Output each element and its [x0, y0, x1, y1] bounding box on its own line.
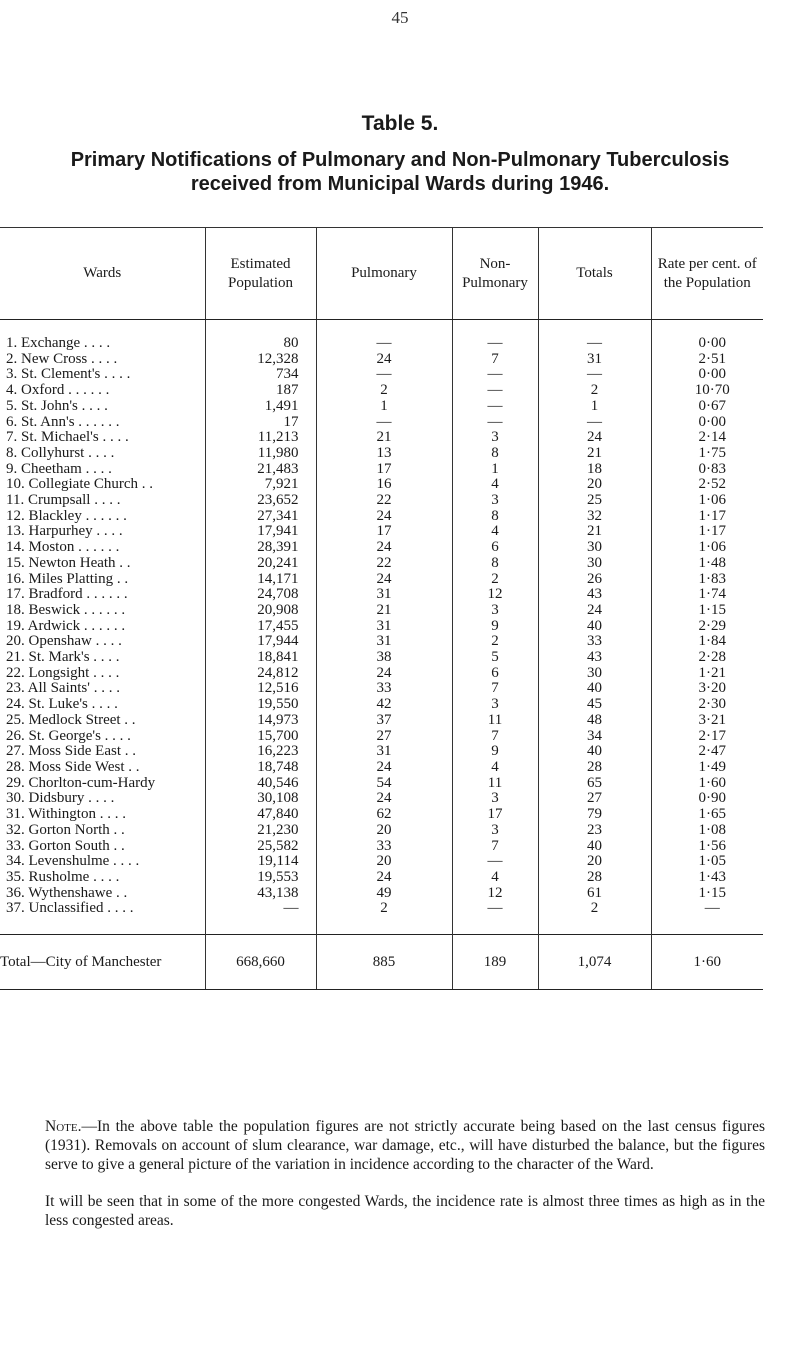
totals-cell: —: [538, 367, 651, 383]
totals-cell: 45: [538, 697, 651, 713]
totals-cell: 30: [538, 540, 651, 556]
col-header-pulmonary: Pulmonary: [316, 228, 452, 320]
tuberculosis-ward-table: [0, 227, 763, 990]
population-cell: 17,455: [205, 619, 316, 635]
table-row: [0, 430, 763, 446]
population-cell: 23,652: [205, 493, 316, 509]
ward-name: 19. Ardwick . . . . . .: [6, 618, 126, 634]
ward-name: 13. Harpurhey . . . .: [6, 524, 123, 540]
rate-cell: 0·67: [651, 399, 763, 415]
non-pulmonary-cell: 3: [452, 430, 538, 446]
col-header-non-pulmonary: Non-Pulmonary: [452, 228, 538, 320]
totals-cell: —: [538, 320, 651, 352]
population-cell: 17,941: [205, 524, 316, 540]
heading-line-1: Primary Notifications of Pulmonary and Non-Pulmonary Tuberculosis: [70, 149, 730, 171]
table-row: [0, 477, 763, 493]
ward-name: 2. New Cross . . . .: [6, 351, 118, 367]
rate-cell: 1·21: [651, 666, 763, 682]
table-row: [0, 744, 763, 760]
population-cell: 27,341: [205, 509, 316, 525]
non-pulmonary-cell: 3: [452, 493, 538, 509]
rate-cell: 1·43: [651, 870, 763, 886]
rate-cell: 2·30: [651, 697, 763, 713]
totals-cell: 30: [538, 666, 651, 682]
rate-cell: 2·47: [651, 744, 763, 760]
table-row: [0, 886, 763, 902]
pulmonary-cell: 20: [316, 854, 452, 870]
rate-cell: 1·15: [651, 886, 763, 902]
ward-name: 10. Collegiate Church . .: [6, 477, 154, 493]
heading-line-2: received from Municipal Wards during 1946.: [190, 173, 610, 195]
rate-cell: 2·52: [651, 477, 763, 493]
table-row: [0, 901, 763, 934]
non-pulmonary-cell: 7: [452, 839, 538, 855]
total-rate: 1·60: [651, 935, 763, 990]
table-row: [0, 839, 763, 855]
pulmonary-cell: 24: [316, 352, 452, 368]
non-pulmonary-cell: 6: [452, 666, 538, 682]
totals-cell: 27: [538, 791, 651, 807]
pulmonary-cell: —: [316, 415, 452, 431]
totals-cell: 26: [538, 572, 651, 588]
population-cell: 28,391: [205, 540, 316, 556]
pulmonary-cell: 27: [316, 729, 452, 745]
totals-cell: 79: [538, 807, 651, 823]
non-pulmonary-cell: 2: [452, 634, 538, 650]
table-row: [0, 681, 763, 697]
table-row: [0, 352, 763, 368]
rate-cell: 2·14: [651, 430, 763, 446]
total-population: 668,660: [205, 935, 316, 990]
population-cell: 12,516: [205, 681, 316, 697]
pulmonary-cell: 22: [316, 556, 452, 572]
ward-name: 30. Didsbury . . . .: [6, 791, 115, 807]
totals-cell: 24: [538, 603, 651, 619]
ward-name: 26. St. George's . . . .: [6, 728, 131, 744]
rate-cell: 1·06: [651, 540, 763, 556]
ward-name: 33. Gorton South . .: [6, 838, 125, 854]
population-cell: 7,921: [205, 477, 316, 493]
col-header-totals: Totals: [538, 228, 651, 320]
table-row: [0, 729, 763, 745]
population-cell: 16,223: [205, 744, 316, 760]
table-row: [0, 399, 763, 415]
rate-cell: 3·20: [651, 681, 763, 697]
pulmonary-cell: —: [316, 367, 452, 383]
table-row: [0, 587, 763, 603]
totals-cell: 28: [538, 760, 651, 776]
non-pulmonary-cell: 3: [452, 791, 538, 807]
totals-cell: 40: [538, 839, 651, 855]
pulmonary-cell: —: [316, 320, 452, 352]
rate-cell: 1·83: [651, 572, 763, 588]
note-label: Note.: [45, 1118, 82, 1135]
table-row: [0, 760, 763, 776]
pulmonary-cell: 33: [316, 681, 452, 697]
totals-cell: 28: [538, 870, 651, 886]
population-cell: 17: [205, 415, 316, 431]
totals-cell: 30: [538, 556, 651, 572]
ward-name: 20. Openshaw . . . .: [6, 634, 122, 650]
note-paragraph: [45, 1117, 765, 1174]
table-row: [0, 603, 763, 619]
rate-cell: 2·51: [651, 352, 763, 368]
totals-cell: 40: [538, 681, 651, 697]
population-cell: 30,108: [205, 791, 316, 807]
population-cell: 14,973: [205, 713, 316, 729]
rate-cell: 1·48: [651, 556, 763, 572]
totals-cell: 43: [538, 587, 651, 603]
table-row: [0, 415, 763, 431]
table-row: [0, 540, 763, 556]
ward-name: 11. Crumpsall . . . .: [6, 493, 121, 509]
ward-name: 9. Cheetham . . . .: [6, 461, 112, 477]
table-row: [0, 446, 763, 462]
population-cell: 19,553: [205, 870, 316, 886]
non-pulmonary-cell: —: [452, 415, 538, 431]
non-pulmonary-cell: 4: [452, 760, 538, 776]
table-row: [0, 524, 763, 540]
totals-cell: 2: [538, 383, 651, 399]
ward-name: 6. St. Ann's . . . . . .: [6, 414, 120, 430]
table-row: [0, 383, 763, 399]
rate-cell: 0·83: [651, 462, 763, 478]
totals-cell: 40: [538, 744, 651, 760]
table-row: [0, 462, 763, 478]
rate-cell: 1·75: [651, 446, 763, 462]
pulmonary-cell: 38: [316, 650, 452, 666]
rate-cell: 1·15: [651, 603, 763, 619]
total-pulmonary: 885: [316, 935, 452, 990]
ward-name: 29. Chorlton-cum-Hardy: [6, 775, 156, 791]
non-pulmonary-cell: 11: [452, 713, 538, 729]
ward-name: 34. Levenshulme . . . .: [6, 854, 140, 870]
pulmonary-cell: 24: [316, 666, 452, 682]
ward-name: 7. St. Michael's . . . .: [6, 430, 129, 446]
non-pulmonary-cell: 3: [452, 697, 538, 713]
col-header-population: Estimated Population: [205, 228, 316, 320]
population-cell: 15,700: [205, 729, 316, 745]
non-pulmonary-cell: 8: [452, 446, 538, 462]
non-pulmonary-cell: 12: [452, 886, 538, 902]
col-header-rate: Rate per cent. of the Population: [651, 228, 763, 320]
pulmonary-cell: 31: [316, 619, 452, 635]
totals-cell: 20: [538, 854, 651, 870]
non-pulmonary-cell: —: [452, 901, 538, 934]
ward-name: 3. St. Clement's . . . .: [6, 367, 131, 383]
non-pulmonary-cell: 3: [452, 603, 538, 619]
table-title: Table 5.: [361, 112, 439, 135]
table-row: [0, 572, 763, 588]
population-cell: 18,841: [205, 650, 316, 666]
non-pulmonary-cell: —: [452, 399, 538, 415]
note-paragraph-2: It will be seen that in some of the more congested Wards, the incidence rate is almost three times as high as in the less congested areas.: [45, 1193, 765, 1229]
rate-cell: 2·28: [651, 650, 763, 666]
population-cell: 17,944: [205, 634, 316, 650]
non-pulmonary-cell: 7: [452, 729, 538, 745]
rate-cell: 1·74: [651, 587, 763, 603]
totals-cell: 18: [538, 462, 651, 478]
pulmonary-cell: 62: [316, 807, 452, 823]
rate-cell: 1·17: [651, 524, 763, 540]
non-pulmonary-cell: 6: [452, 540, 538, 556]
population-cell: 19,550: [205, 697, 316, 713]
pulmonary-cell: 49: [316, 886, 452, 902]
rate-cell: 0·00: [651, 415, 763, 431]
non-pulmonary-cell: 12: [452, 587, 538, 603]
non-pulmonary-cell: 4: [452, 524, 538, 540]
ward-name: 17. Bradford . . . . . .: [6, 587, 128, 603]
rate-cell: 0·00: [651, 367, 763, 383]
population-cell: 21,230: [205, 823, 316, 839]
ward-name: 15. Newton Heath . .: [6, 555, 131, 571]
rate-cell: 1·06: [651, 493, 763, 509]
population-cell: 20,241: [205, 556, 316, 572]
ward-name: 36. Wythenshawe . .: [6, 885, 128, 901]
note-text: —In the above table the population figures are not strictly accurate being based on the last census figures (1931). Removals on account of slum clearance, war damage, etc., will have disturbed the balance, but the figures serve to give a general picture of the variation in incidence according to the character of the Ward.: [45, 1118, 765, 1173]
ward-name: 4. Oxford . . . . . .: [6, 383, 110, 399]
rate-cell: 10·70: [651, 383, 763, 399]
rate-cell: 1·05: [651, 854, 763, 870]
pulmonary-cell: 2: [316, 383, 452, 399]
table-header-row: [0, 228, 763, 320]
population-cell: 11,980: [205, 446, 316, 462]
ward-name: 37. Unclassified . . . .: [6, 901, 134, 917]
table-row: [0, 320, 763, 352]
ward-name: 1. Exchange . . . .: [6, 335, 111, 351]
table-row: [0, 509, 763, 525]
non-pulmonary-cell: 8: [452, 509, 538, 525]
table-body: [0, 320, 763, 935]
ward-name: 25. Medlock Street . .: [6, 712, 136, 728]
totals-cell: 33: [538, 634, 651, 650]
non-pulmonary-cell: —: [452, 383, 538, 399]
ward-name: 5. St. John's . . . .: [6, 398, 108, 414]
rate-cell: 0·00: [651, 320, 763, 352]
pulmonary-cell: 37: [316, 713, 452, 729]
population-cell: 14,171: [205, 572, 316, 588]
totals-cell: 34: [538, 729, 651, 745]
totals-cell: 2: [538, 901, 651, 934]
ward-name: 35. Rusholme . . . .: [6, 869, 120, 885]
population-cell: 20,908: [205, 603, 316, 619]
population-cell: 1,491: [205, 399, 316, 415]
totals-cell: 43: [538, 650, 651, 666]
table-row: [0, 791, 763, 807]
col-header-wards: Wards: [0, 228, 205, 320]
table-row: [0, 619, 763, 635]
total-label: Total—City of Manchester: [0, 935, 205, 990]
non-pulmonary-cell: 4: [452, 477, 538, 493]
table-row: [0, 776, 763, 792]
pulmonary-cell: 24: [316, 760, 452, 776]
pulmonary-cell: 22: [316, 493, 452, 509]
table-row: [0, 713, 763, 729]
table-row: [0, 650, 763, 666]
pulmonary-cell: 54: [316, 776, 452, 792]
pulmonary-cell: 24: [316, 791, 452, 807]
pulmonary-cell: 16: [316, 477, 452, 493]
population-cell: 21,483: [205, 462, 316, 478]
ward-name: 31. Withington . . . .: [6, 807, 126, 823]
non-pulmonary-cell: 4: [452, 870, 538, 886]
ward-name: 8. Collyhurst . . . .: [6, 445, 115, 461]
non-pulmonary-cell: 3: [452, 823, 538, 839]
table-row: [0, 634, 763, 650]
table-row: [0, 870, 763, 886]
totals-cell: 40: [538, 619, 651, 635]
totals-cell: —: [538, 415, 651, 431]
pulmonary-cell: 2: [316, 901, 452, 934]
ward-name: 14. Moston . . . . . .: [6, 540, 120, 556]
population-cell: 43,138: [205, 886, 316, 902]
totals-cell: 24: [538, 430, 651, 446]
pulmonary-cell: 31: [316, 587, 452, 603]
rate-cell: 2·29: [651, 619, 763, 635]
non-pulmonary-cell: 7: [452, 681, 538, 697]
population-cell: 11,213: [205, 430, 316, 446]
pulmonary-cell: 17: [316, 524, 452, 540]
table-heading: [20, 148, 780, 196]
pulmonary-cell: 17: [316, 462, 452, 478]
pulmonary-cell: 1: [316, 399, 452, 415]
rate-cell: 1·49: [651, 760, 763, 776]
table-row: [0, 367, 763, 383]
total-row: [0, 935, 763, 990]
rate-cell: 1·17: [651, 509, 763, 525]
rate-cell: 1·60: [651, 776, 763, 792]
total-totals: 1,074: [538, 935, 651, 990]
ward-name: 32. Gorton North . .: [6, 822, 125, 838]
page-number: 45: [391, 8, 409, 27]
totals-cell: 25: [538, 493, 651, 509]
totals-cell: 61: [538, 886, 651, 902]
rate-cell: —: [651, 901, 763, 934]
pulmonary-cell: 24: [316, 572, 452, 588]
ward-name: 23. All Saints' . . . .: [6, 681, 120, 697]
population-cell: 24,812: [205, 666, 316, 682]
non-pulmonary-cell: 2: [452, 572, 538, 588]
pulmonary-cell: 31: [316, 634, 452, 650]
totals-cell: 20: [538, 477, 651, 493]
table-row: [0, 807, 763, 823]
ward-name: 27. Moss Side East . .: [6, 744, 137, 760]
totals-cell: 48: [538, 713, 651, 729]
rate-cell: 1·56: [651, 839, 763, 855]
table-row: [0, 854, 763, 870]
rate-cell: 2·17: [651, 729, 763, 745]
non-pulmonary-cell: 9: [452, 619, 538, 635]
rate-cell: 1·08: [651, 823, 763, 839]
non-pulmonary-cell: —: [452, 367, 538, 383]
pulmonary-cell: 42: [316, 697, 452, 713]
table-row: [0, 666, 763, 682]
population-cell: 187: [205, 383, 316, 399]
non-pulmonary-cell: 7: [452, 352, 538, 368]
pulmonary-cell: 24: [316, 509, 452, 525]
population-cell: 18,748: [205, 760, 316, 776]
totals-cell: 23: [538, 823, 651, 839]
pulmonary-cell: 24: [316, 540, 452, 556]
rate-cell: 3·21: [651, 713, 763, 729]
ward-name: 22. Longsight . . . .: [6, 665, 120, 681]
totals-cell: 21: [538, 524, 651, 540]
population-cell: 47,840: [205, 807, 316, 823]
population-cell: 25,582: [205, 839, 316, 855]
table-row: [0, 697, 763, 713]
rate-cell: 1·84: [651, 634, 763, 650]
non-pulmonary-cell: 9: [452, 744, 538, 760]
pulmonary-cell: 21: [316, 430, 452, 446]
pulmonary-cell: 33: [316, 839, 452, 855]
pulmonary-cell: 31: [316, 744, 452, 760]
totals-cell: 65: [538, 776, 651, 792]
population-cell: 24,708: [205, 587, 316, 603]
table-row: [0, 493, 763, 509]
pulmonary-cell: 24: [316, 870, 452, 886]
totals-cell: 21: [538, 446, 651, 462]
population-cell: 734: [205, 367, 316, 383]
ward-name: 28. Moss Side West . .: [6, 759, 140, 775]
rate-cell: 1·65: [651, 807, 763, 823]
ward-name: 12. Blackley . . . . . .: [6, 508, 127, 524]
non-pulmonary-cell: —: [452, 320, 538, 352]
non-pulmonary-cell: 11: [452, 776, 538, 792]
ward-name: 24. St. Luke's . . . .: [6, 697, 118, 713]
totals-cell: 1: [538, 399, 651, 415]
population-cell: 80: [205, 320, 316, 352]
pulmonary-cell: 21: [316, 603, 452, 619]
totals-cell: 31: [538, 352, 651, 368]
population-cell: 19,114: [205, 854, 316, 870]
non-pulmonary-cell: 1: [452, 462, 538, 478]
non-pulmonary-cell: 17: [452, 807, 538, 823]
table-row: [0, 556, 763, 572]
pulmonary-cell: 20: [316, 823, 452, 839]
non-pulmonary-cell: 5: [452, 650, 538, 666]
total-non-pulmonary: 189: [452, 935, 538, 990]
ward-name: 16. Miles Platting . .: [6, 571, 129, 587]
population-cell: 12,328: [205, 352, 316, 368]
pulmonary-cell: 13: [316, 446, 452, 462]
totals-cell: 32: [538, 509, 651, 525]
rate-cell: 0·90: [651, 791, 763, 807]
population-cell: 40,546: [205, 776, 316, 792]
ward-name: 18. Beswick . . . . . .: [6, 602, 126, 618]
non-pulmonary-cell: 8: [452, 556, 538, 572]
population-cell: —: [205, 901, 316, 934]
ward-name: 21. St. Mark's . . . .: [6, 650, 120, 666]
non-pulmonary-cell: —: [452, 854, 538, 870]
table-row: [0, 823, 763, 839]
